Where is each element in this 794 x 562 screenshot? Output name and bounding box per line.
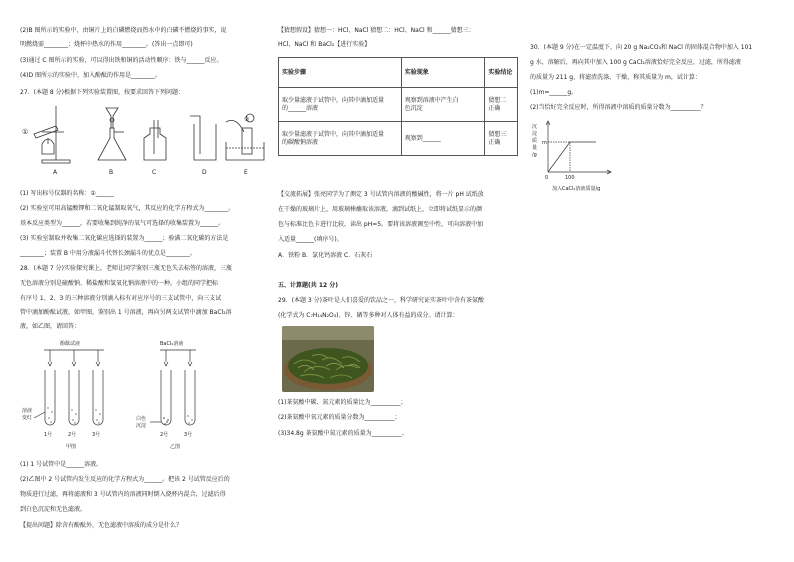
tube-label-3: 3号	[92, 432, 101, 438]
x-axis-label: 加入CaCl₂溶液质量/g	[552, 186, 601, 192]
q26-line-4: (4)D 图所示的实验中，加入酚酞的作用是________。	[20, 72, 162, 79]
cell-text: 观察到溶液中产生白	[404, 96, 459, 104]
precipitate-graph	[530, 118, 650, 198]
tube-label-1: 1号	[44, 432, 53, 438]
guess-line-1: 【猜想假设】猜想一：HCl、NaCl 猜想二：HCl、NaCl 和______猜想三：	[278, 27, 475, 34]
q28-part2-line1: (2)乙图中 2 号试管内发生反应的化学方程式为______。把该 2 号试管反应后的	[20, 476, 230, 483]
q27-part2-line2: 基本反应类型为______，若要收集到纯净的氧气可选择的收集装置为______。	[20, 220, 225, 227]
label-d: D	[202, 169, 207, 176]
cell-text: 色沉淀	[404, 104, 423, 112]
label-bacl2: BaCl₂溶液	[160, 341, 184, 347]
exchange-line-2: 在干燥的玻璃片上，用玻璃棒蘸取该溶液，滴到试纸上，立即将试纸显示的颜	[278, 206, 483, 213]
tea-leaves-image	[282, 326, 374, 392]
label-solution: 溶液	[22, 408, 33, 414]
caption-yi: 乙图	[170, 444, 181, 450]
q28-line-1: 28．(本题 7 分)实验探究课上，老师让同学鉴别三瓶无色失去标签的溶液，三瓶	[20, 265, 232, 272]
q27-title: 27．(本题 8 分)根据下列实验装置图，按要求回答下列问题：	[20, 89, 184, 96]
ylabel-char: 淀	[532, 131, 538, 137]
marker-circle-1: ①	[22, 128, 29, 136]
data-line	[548, 142, 596, 172]
experiment-table	[278, 57, 518, 156]
q28-line-2: 无色溶液分别是硫酸钠、稀盐酸和氢氧化钠溶液中的一种。小组的同学把标	[20, 280, 219, 287]
table-row	[279, 88, 518, 122]
q28-part2-line3: 到白色沉淀和无色滤液。	[20, 506, 87, 513]
figure-test-tubes	[20, 336, 268, 454]
header-conclusion: 实验结论	[485, 58, 518, 88]
label-b: B	[109, 169, 114, 176]
label-e: E	[244, 169, 248, 176]
guess-line-2: HCl、NaCl 和 BaCl₂【进行实验】	[278, 41, 371, 48]
q27-part2-line1: (2) 实验室可用高锰酸钾和二氧化锰制取氧气，其反应的化学方程式为________。	[20, 205, 235, 212]
cell-text: 取少量滤液于试管中，向其中滴加适量	[282, 96, 385, 104]
ylabel-char: 质	[532, 138, 538, 144]
cell-phenomenon	[401, 122, 485, 156]
q27-part1: (1) 写出标号仪器的名称：①______	[20, 190, 114, 197]
header-step: 实验步骤	[279, 58, 402, 88]
q26-line-3: (3)通过 C 图所示的实验，可以得出铁和铜的活动性顺序：铁与______反应。	[20, 57, 223, 64]
q28-line-3: 有序号 1、2、3 的三种溶液分别滴入标有对应序号的三支试管中，向三支试	[20, 295, 222, 302]
apparatus-b	[98, 108, 126, 160]
q29-part2: (2)茶氨酸中氧元素的质量分数为__________；	[278, 414, 401, 421]
apparatus-c	[144, 120, 166, 160]
marker-circle-2: ②	[244, 116, 250, 123]
ylabel-char: 量	[532, 145, 538, 151]
q26-line-2: 明燃烧需________；烧杯中热水的作用________。(答出一点即可)	[20, 41, 193, 48]
q27-part3-line2: ________；装置 B 中用分液漏斗代替长颈漏斗的优点是________。	[20, 250, 196, 257]
q27-part3-line1: (3) 实验室制取并收集二氧化碳应选择的装置为______；验满二氧化碳的方法是	[20, 235, 229, 242]
q29-line-2: (化学式为 C₇H₁₄N₂O₃)、锌、硒等多种对人体有益的成分。请计算：	[278, 312, 459, 319]
q28-question: 【提出问题】除含有酚酞外，无色滤液中溶质的成分是什么？	[20, 522, 183, 529]
x-tick-100: 100	[565, 175, 575, 181]
label-white: 白色	[136, 416, 147, 422]
label-phenolphthalein: 酚酞试液	[60, 341, 81, 347]
q30-part2: (2)当恰好完全反应时，所得溶液中溶质的质量分数为__________？	[530, 104, 707, 111]
cell-text: 正确	[488, 138, 501, 146]
column-right	[530, 0, 780, 562]
q28-part2-line2: 物质进行过滤，再将滤液和 3 号试管内的溶液同时倒入烧杯内混合，过滤后得	[20, 491, 226, 498]
cell-step	[279, 88, 402, 122]
column-left	[20, 0, 268, 562]
label-turns-red: 变红	[22, 415, 33, 421]
cell-text: 正确	[488, 104, 501, 112]
q28-line-4: 管中滴加酚酞试液，如甲图，鉴别出 1 号溶液，再向另两支试管中滴加 BaCl₂溶	[20, 309, 232, 316]
cell-text: 取少量滤液于试管中，向其中滴加适量	[282, 130, 385, 138]
table-header-row	[279, 58, 518, 88]
q28-line-5: 液，如乙图，请回答：	[20, 323, 81, 330]
caption-jia: 甲图	[66, 444, 77, 450]
tube-label-r2: 2号	[160, 432, 169, 438]
figure-lab-apparatus	[20, 98, 268, 176]
cell-phenomenon	[401, 88, 485, 122]
ylabel-char: /g	[532, 152, 537, 158]
label-a: A	[53, 169, 58, 176]
q29-part3: (3)34.8g 茶氨酸中氮元素的质量为__________。	[278, 430, 408, 437]
cell-text: 猜想二	[488, 96, 507, 104]
q29-line-1: 29．(本题 3 分)茶叶是人们喜爱的饮品之一，科学研究证实茶叶中含有茶氨酸	[278, 297, 484, 304]
apparatus-d	[190, 116, 216, 160]
exchange-line-3: 色与标准比色卡进行比较，读出 pH=5。要将该溶液调至中性，可向溶液中加	[278, 221, 484, 228]
exchange-line-1: 【交流拓展】张亮同学为了测定 3 号试管内溶液的酸碱性，将一片 pH 试纸放	[278, 191, 484, 198]
q26-line-1: (2)B 图所示的实验中，由铜片上的白磷燃烧而热水中的白磷不燃烧的事实，说	[20, 27, 227, 34]
x-tick-0: 0	[545, 175, 549, 181]
section-title: 五、计算题(共 12 分)	[278, 282, 339, 289]
label-precipitate: 沉淀	[136, 423, 147, 429]
header-phenomenon: 实验现象	[401, 58, 485, 88]
q30-line-1: 30．(本题 9 分)在一定温度下，向 20 g Na₂CO₃和 NaCl 的固体混合物中加入 101	[530, 44, 753, 51]
q30-part1: (1)m=______g。	[530, 89, 578, 96]
exchange-line-4: 入适量______(填序号)。	[278, 236, 343, 243]
q28-part1: (1) 1 号试管中是______溶液。	[20, 461, 103, 468]
y-mark-m: m	[542, 140, 547, 146]
q29-part1: (1)茶氨酸中碳、氮元素的质量比为__________；	[278, 399, 407, 406]
ylabel-char: 沉	[532, 124, 538, 130]
q30-line-2: g 水，溶解后，再向其中加入 100 g CaCl₂溶液恰好完全反应，过滤，所得滤液	[530, 59, 741, 66]
cell-conclusion	[485, 122, 518, 156]
cell-text: 的碳酸钠溶液	[282, 138, 319, 146]
exchange-options: A．铁粉 B．氯化钙溶液 C．石灰石	[278, 252, 373, 259]
cell-step	[279, 122, 402, 156]
cell-text: 观察到______	[404, 134, 441, 142]
label-c: C	[152, 169, 157, 176]
cell-conclusion	[485, 88, 518, 122]
table-row	[279, 122, 518, 156]
q30-line-3: 的质量为 211 g，将滤渣洗涤、干燥，称其质量为 m，试计算：	[530, 74, 701, 81]
column-middle	[278, 0, 522, 562]
apparatus-a	[34, 106, 70, 163]
tea-leaves-photo	[282, 326, 374, 392]
tube-label-2: 2号	[68, 432, 77, 438]
cell-text: 的______溶液	[282, 104, 319, 112]
cell-text: 猜想三	[488, 130, 507, 138]
tube-label-r3: 3号	[184, 432, 193, 438]
